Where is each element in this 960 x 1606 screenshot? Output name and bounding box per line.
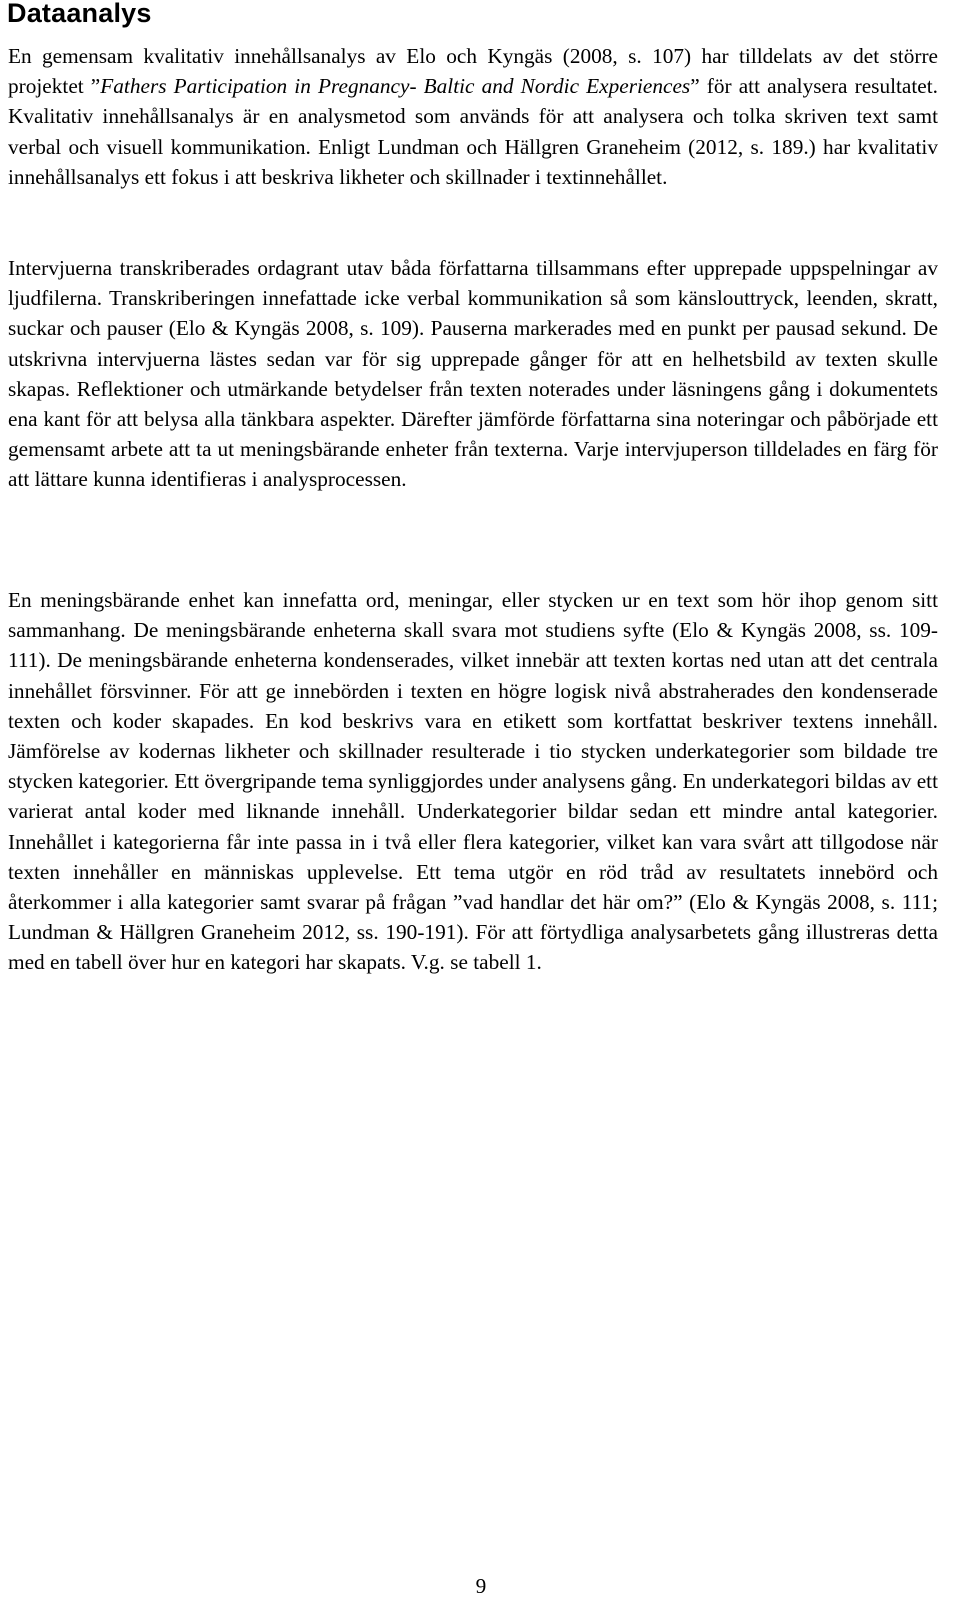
paragraph-2: Intervjuerna transkriberades ordagrant utav båda författarna tillsammans efter upprepade uppspelningar av ljudfilerna. Transkriberingen innefattade icke verbal kommunikation så som känslouttryck, leenden, skratt, suckar och pauser (Elo & Kyngäs 2008, s. 109). Pauserna markerades med en punkt per pausad sekund. De utskrivna intervjuerna lästes sedan var för sig upprepade gånger för att en helhetsbild av texten skulle skapas. Reflektioner och utmärkande betydelser från texten noterades under läsningens gång i dokumentets ena kant för att belysa alla tänkbara aspekter. Därefter jämförde författarna sina noteringar och påbörjade ett gemensamt arbete att ta ut meningsbärande enheter från texterna. Varje intervjuperson tilldelades en färg för att lättare kunna identifieras i analysprocessen. [8,256,938,492]
paragraph-1 [8,41,938,192]
page-number: 9 [475,1574,487,1598]
paragraph-1-text-start: En gemensam kvalitativ innehållsanalys av Elo och Kyngäs (2008, s. 107) har tilldelats av det större projektet ” [8,44,938,99]
section-heading: Dataanalys [7,0,152,28]
paragraph-3: En meningsbärande enhet kan innefatta ord, meningar, eller stycken ur en text som hör ihop genom sitt sammanhang. De meningsbärande enheterna skall svara mot studiens syfte (Elo & Kyngäs 2008, ss. 109-111). De meningsbärande enheterna kondenserades, vilket innebär att texten kortas ned utan att det centrala innehållet försvinner. För att ge innebörden i texten en högre logisk nivå abstraherades den kondenserade texten och koder skapades. En kod beskrivs vara en etikett som kortfattat beskriver textens innehåll. Jämförelse av kodernas likheter och skillnader resulterade i tio stycken underkategorier som bildade tre stycken kategorier. Ett övergripande tema synliggjordes under analysens gång. En underkategori bildas av ett varierat antal koder med liknande innehåll. Underkategorier bildar sedan ett mindre antal kategorier. Innehållet i kategorierna får inte passa in i två eller flera kategorier, vilket kan vara svårt att tillgodose när texten innehåller en människas upplevelse. Ett tema utgör en röd tråd av resultatets innebörd och återkommer i alla kategorier samt svarar på frågan ”vad handlar det här om?” (Elo & Kyngäs 2008, s. 111; Lundman & Hällgren Graneheim 2012, ss. 190-191). För att förtydliga analysarbetets gång illustreras detta med en tabell över hur en kategori har skapats. V.g. se tabell 1. [8,588,938,975]
paragraph-1-text-end: ” för att analysera resultatet. Kvalitativ innehållsanalys är en analysmetod som används för att analysera och tolka skriven text samt verbal och visuell kommunikation. Enligt Lundman och Hällgren Graneheim (2012, s. 189.) har kvalitativ innehållsanalys ett fokus i att beskriva likheter och skillnader i textinnehållet. [8,74,938,189]
project-title: Fathers Participation in Pregnancy- Baltic and Nordic Experiences [100,74,691,99]
